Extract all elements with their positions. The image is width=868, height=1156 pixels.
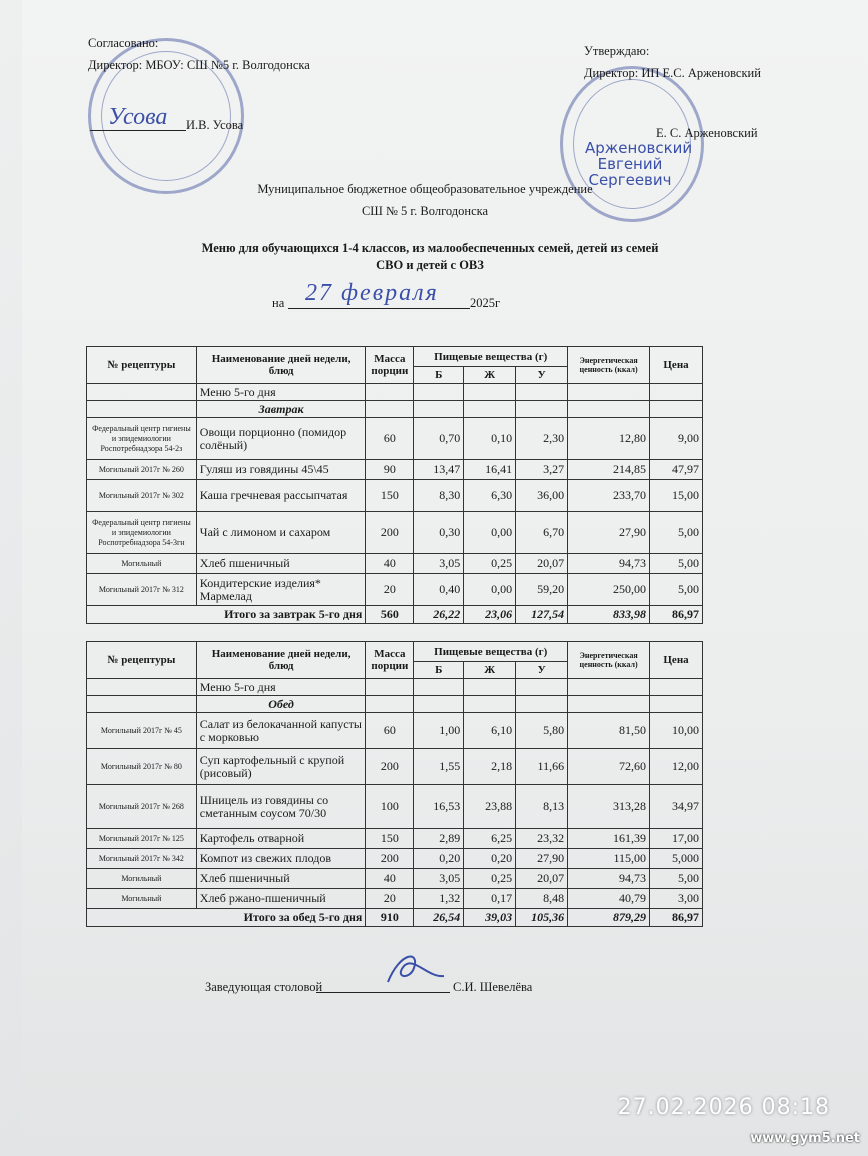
- lunch-total-zh: 39,03: [464, 909, 516, 927]
- energy-value: 313,28: [568, 785, 650, 829]
- protein-value: 2,89: [414, 829, 464, 849]
- left-handwritten-signature: Усова: [108, 104, 168, 130]
- protein-value: 0,20: [414, 849, 464, 869]
- carb-value: 20,07: [516, 869, 568, 889]
- col-name: Наименование дней недели, блюд: [196, 347, 366, 384]
- col-energy: Энергетическая ценность (ккал): [568, 347, 650, 384]
- energy-value: 115,00: [568, 849, 650, 869]
- protein-value: 1,55: [414, 749, 464, 785]
- table-row: [87, 869, 703, 889]
- table-row: [87, 574, 703, 606]
- col-u: У: [516, 662, 568, 679]
- footer-signature-icon: [380, 948, 450, 990]
- energy-value: 94,73: [568, 554, 650, 574]
- carb-value: 23,32: [516, 829, 568, 849]
- lunch-meal: Обед: [196, 696, 366, 713]
- protein-value: 16,53: [414, 785, 464, 829]
- energy-value: 94,73: [568, 869, 650, 889]
- protein-value: 1,32: [414, 889, 464, 909]
- mass-value: 40: [366, 869, 414, 889]
- price-value: 12,00: [650, 749, 703, 785]
- carb-value: 8,48: [516, 889, 568, 909]
- carb-value: 8,13: [516, 785, 568, 829]
- mass-value: 200: [366, 512, 414, 554]
- lunch-table: [86, 641, 703, 927]
- carb-value: 20,07: [516, 554, 568, 574]
- recipe-source: Могильный 2017г № 312: [87, 574, 197, 606]
- lunch-total-label: Итого за обед 5-го дня: [87, 909, 366, 927]
- dish-name: Чай с лимоном и сахаром: [196, 512, 366, 554]
- carb-value: 36,00: [516, 480, 568, 512]
- breakfast-total-zh: 23,06: [464, 606, 516, 624]
- dish-name: Хлеб пшеничный: [196, 869, 366, 889]
- left-title: Директор: МБОУ: СШ №5 г. Волгодонска: [88, 58, 310, 72]
- site-watermark: www.gym5.net: [750, 1131, 860, 1146]
- dish-name: Каша гречневая рассыпчатая: [196, 480, 366, 512]
- mass-value: 100: [366, 785, 414, 829]
- recipe-source: Могильный: [87, 869, 197, 889]
- breakfast-total-kcal: 833,98: [568, 606, 650, 624]
- date-suffix: 2025г: [470, 296, 501, 310]
- breakfast-table: [86, 346, 703, 624]
- recipe-source: Федеральный центр гигиены и эпидемиологии Роспотребнадзора 54-3гн: [87, 512, 197, 554]
- recipe-source: Могильный 2017г № 268: [87, 785, 197, 829]
- recipe-source: Могильный 2017г № 45: [87, 713, 197, 749]
- col-energy: Энергетическая ценность (ккал): [568, 642, 650, 679]
- breakfast-total-u: 127,54: [516, 606, 568, 624]
- col-zh: Ж: [464, 367, 516, 384]
- mass-value: 60: [366, 713, 414, 749]
- lunch-total-kcal: 879,29: [568, 909, 650, 927]
- table-row: [87, 785, 703, 829]
- price-value: 3,00: [650, 889, 703, 909]
- photo-datetime: 27.02.2026 08:18: [617, 1095, 830, 1120]
- mass-value: 150: [366, 480, 414, 512]
- table-row: [87, 418, 703, 460]
- price-value: 5,000: [650, 849, 703, 869]
- col-name: Наименование дней недели, блюд: [196, 642, 366, 679]
- institution-line1: Муниципальное бюджетное общеобразовательное учреждение: [257, 182, 593, 196]
- dish-name: Кондитерские изделия* Мармелад: [196, 574, 366, 606]
- protein-value: 13,47: [414, 460, 464, 480]
- carb-value: 2,30: [516, 418, 568, 460]
- col-recipe: № рецептуры: [87, 347, 197, 384]
- price-value: 5,00: [650, 512, 703, 554]
- lunch-total-b: 26,54: [414, 909, 464, 927]
- recipe-source: Могильный 2017г № 125: [87, 829, 197, 849]
- recipe-source: Могильный: [87, 889, 197, 909]
- table-row: [87, 460, 703, 480]
- protein-value: 0,70: [414, 418, 464, 460]
- fat-value: 0,10: [464, 418, 516, 460]
- date-handwritten: 27 февраля: [305, 280, 439, 306]
- price-value: 5,00: [650, 869, 703, 889]
- left-agreed: Согласовано:: [88, 36, 159, 50]
- col-nutrients: Пищевые вещества (г): [414, 642, 568, 662]
- fat-value: 6,30: [464, 480, 516, 512]
- energy-value: 12,80: [568, 418, 650, 460]
- protein-value: 0,40: [414, 574, 464, 606]
- recipe-source: Могильный 2017г № 80: [87, 749, 197, 785]
- table-row: [87, 829, 703, 849]
- right-sign-name: Е. С. Арженовский: [656, 126, 758, 140]
- fat-value: 0,20: [464, 849, 516, 869]
- table-row: [87, 554, 703, 574]
- col-recipe: № рецептуры: [87, 642, 197, 679]
- protein-value: 8,30: [414, 480, 464, 512]
- recipe-source: Федеральный центр гигиены и эпидемиологии Роспотребнадзора 54-2з: [87, 418, 197, 460]
- fat-value: 16,41: [464, 460, 516, 480]
- breakfast-total-label: Итого за завтрак 5-го дня: [87, 606, 366, 624]
- energy-value: 214,85: [568, 460, 650, 480]
- price-value: 34,97: [650, 785, 703, 829]
- protein-value: 3,05: [414, 554, 464, 574]
- breakfast-day: Меню 5-го дня: [196, 384, 366, 401]
- institution-line2: СШ № 5 г. Волгодонска: [361, 204, 489, 218]
- carb-value: 59,20: [516, 574, 568, 606]
- right-title: Директор: ИП Е.С. Арженовский: [584, 66, 761, 80]
- breakfast-total-mass: 560: [366, 606, 414, 624]
- price-value: 15,00: [650, 480, 703, 512]
- dish-name: Хлеб пшеничный: [196, 554, 366, 574]
- price-value: 47,97: [650, 460, 703, 480]
- recipe-source: Могильный 2017г № 342: [87, 849, 197, 869]
- mass-value: 60: [366, 418, 414, 460]
- col-nutrients: Пищевые вещества (г): [414, 347, 568, 367]
- col-price: Цена: [650, 642, 703, 679]
- fat-value: 0,25: [464, 869, 516, 889]
- right-approve: Утверждаю:: [584, 44, 650, 58]
- energy-value: 250,00: [568, 574, 650, 606]
- date-line: [288, 308, 470, 309]
- col-zh: Ж: [464, 662, 516, 679]
- right-stamp-text: Арженовский Евгений Сергеевич: [585, 139, 693, 189]
- protein-value: 1,00: [414, 713, 464, 749]
- mass-value: 200: [366, 749, 414, 785]
- price-value: 5,00: [650, 574, 703, 606]
- fat-value: 0,17: [464, 889, 516, 909]
- breakfast-total-b: 26,22: [414, 606, 464, 624]
- footer-name: С.И. Шевелёва: [453, 980, 533, 994]
- fat-value: 0,25: [464, 554, 516, 574]
- table-row: [87, 849, 703, 869]
- recipe-source: Могильный 2017г № 260: [87, 460, 197, 480]
- carb-value: 5,80: [516, 713, 568, 749]
- dish-name: Овощи порционно (помидор солёный): [196, 418, 366, 460]
- carb-value: 3,27: [516, 460, 568, 480]
- table-row: [87, 713, 703, 749]
- lunch-day: Меню 5-го дня: [196, 679, 366, 696]
- dish-name: Компот из свежих плодов: [196, 849, 366, 869]
- col-u: У: [516, 367, 568, 384]
- price-value: 10,00: [650, 713, 703, 749]
- energy-value: 72,60: [568, 749, 650, 785]
- carb-value: 6,70: [516, 512, 568, 554]
- fat-value: 2,18: [464, 749, 516, 785]
- table-row: [87, 749, 703, 785]
- table-row: [87, 889, 703, 909]
- energy-value: 40,79: [568, 889, 650, 909]
- protein-value: 3,05: [414, 869, 464, 889]
- footer-label: Заведующая столовой: [205, 980, 323, 994]
- dish-name: Картофель отварной: [196, 829, 366, 849]
- mass-value: 150: [366, 829, 414, 849]
- col-price: Цена: [650, 347, 703, 384]
- table-row: [87, 480, 703, 512]
- mass-value: 20: [366, 889, 414, 909]
- lunch-total-u: 105,36: [516, 909, 568, 927]
- lunch-total-mass: 910: [366, 909, 414, 927]
- energy-value: 161,39: [568, 829, 650, 849]
- lunch-total-price: 86,97: [650, 909, 703, 927]
- price-value: 17,00: [650, 829, 703, 849]
- mass-value: 200: [366, 849, 414, 869]
- left-sign-name: И.В. Усова: [186, 118, 244, 132]
- energy-value: 233,70: [568, 480, 650, 512]
- fat-value: 6,25: [464, 829, 516, 849]
- fat-value: 0,00: [464, 512, 516, 554]
- dish-name: Гуляш из говядины 45\45: [196, 460, 366, 480]
- table-row: [87, 512, 703, 554]
- col-mass: Масса порции: [366, 642, 414, 679]
- mass-value: 90: [366, 460, 414, 480]
- col-mass: Масса порции: [366, 347, 414, 384]
- recipe-source: Могильный: [87, 554, 197, 574]
- date-prefix: на: [272, 296, 285, 310]
- breakfast-total-price: 86,97: [650, 606, 703, 624]
- fat-value: 0,00: [464, 574, 516, 606]
- fat-value: 6,10: [464, 713, 516, 749]
- fat-value: 23,88: [464, 785, 516, 829]
- energy-value: 81,50: [568, 713, 650, 749]
- dish-name: Хлеб ржано-пшеничный: [196, 889, 366, 909]
- carb-value: 11,66: [516, 749, 568, 785]
- footer-signature-line: [316, 992, 450, 993]
- breakfast-meal: Завтрак: [196, 401, 366, 418]
- price-value: 9,00: [650, 418, 703, 460]
- price-value: 5,00: [650, 554, 703, 574]
- menu-title-line2: СВО и детей с ОВЗ: [376, 258, 484, 272]
- dish-name: Салат из белокачанной капусты с морковью: [196, 713, 366, 749]
- carb-value: 27,90: [516, 849, 568, 869]
- dish-name: Суп картофельный с крупой (рисовый): [196, 749, 366, 785]
- dish-name: Шницель из говядины со сметанным соусом 70/30: [196, 785, 366, 829]
- col-b: Б: [414, 662, 464, 679]
- recipe-source: Могильный 2017г № 302: [87, 480, 197, 512]
- mass-value: 40: [366, 554, 414, 574]
- mass-value: 20: [366, 574, 414, 606]
- col-b: Б: [414, 367, 464, 384]
- menu-title-line1: Меню для обучающихся 1-4 классов, из малообеспеченных семей, детей из семей: [201, 241, 659, 255]
- energy-value: 27,90: [568, 512, 650, 554]
- protein-value: 0,30: [414, 512, 464, 554]
